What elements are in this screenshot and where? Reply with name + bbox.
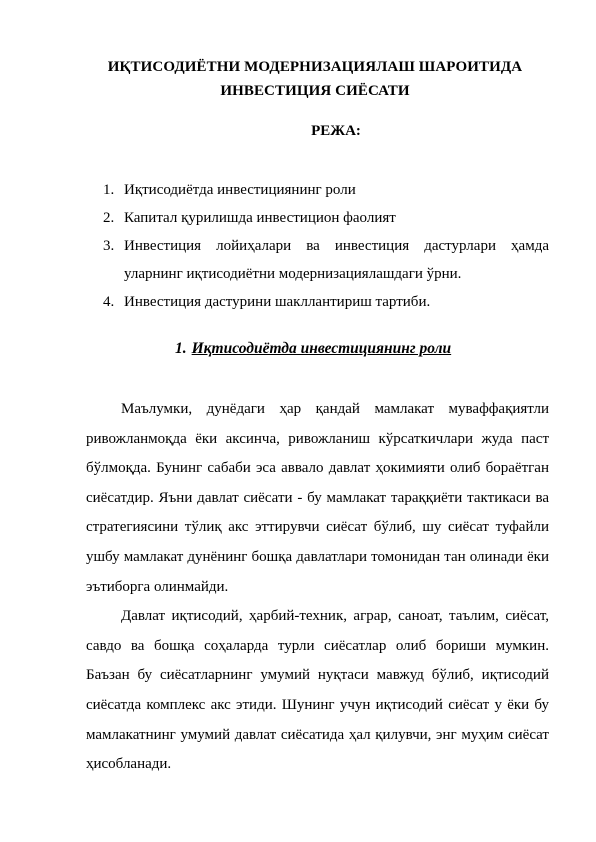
plan-item-text: Инвестиция дастурини шакллантириш тартиби. [124, 294, 431, 310]
section-heading [175, 340, 505, 358]
plan-item-text: Инвестиция лойиҳалари ва инвестиция дастурлари ҳамда уларнинг иқтисодиётни модернизациялашдаги ўрни. [124, 238, 549, 282]
plan-item-text: Иқтисодиётда инвестициянинг роли [124, 182, 356, 198]
plan-item-number: 1. [103, 182, 115, 198]
title-line-2: ИНВЕСТИЦИЯ СИЁСАТИ [220, 83, 410, 99]
plan-heading: РЕЖА: [311, 123, 361, 139]
document-title [80, 55, 550, 103]
plan-item [103, 232, 549, 288]
section-title: Иқтисодиётда инвестициянинг роли [191, 340, 452, 357]
plan-item [103, 176, 549, 204]
plan-list [103, 176, 549, 316]
paragraph: Давлат иқтисодий, ҳарбий-техник, аграр, саноат, таълим, сиёсат, савдо ва бошқа соҳаларда турли сиёсатлар олиб бориши мумкин. Баъзан бу сиёсатларнинг умумий нуқтаси мавжуд бўлиб, иқтисодий сиёсатда комплекс акс этиди. Шунинг учун иқтисодий сиёсат у ёки бу мамлакатнинг умумий давлат сиёсатида ҳал қилувчи, энг муҳим сиёсат ҳисобланади. [86, 608, 549, 773]
title-line-1: ИҚТИСОДИЁТНИ МОДЕРНИЗАЦИЯЛАШ ШАРОИТИДА [107, 59, 523, 75]
plan-item-text: Капитал қурилишда инвестицион фаолият [124, 210, 396, 226]
plan-item-number: 4. [103, 294, 115, 310]
section-number: 1. [175, 340, 187, 357]
paragraph: Маълумки, дунёдаги ҳар қандай мамлакат муваффақиятли ривожланмоқда ёки аксинча, ривожланиш кўрсаткичлари жуда паст бўлмоқда. Бунинг сабаби эса аввало давлат ҳокимияти олиб бораётган сиёсатдир. Яъни давлат сиёсати - бу мамлакат тараққиёти тактикаси ва стратегиясини тўлиқ акс эттирувчи сиёсат бўлиб, шу сиёсат туфайли ушбу мамлакат дунёнинг бошқа давлатлари томонидан тан олинади ёки эътиборга олинмайди. [86, 401, 549, 595]
plan-item-number: 3. [103, 238, 115, 254]
plan-item [103, 288, 549, 316]
body-text [86, 395, 549, 780]
plan-item-number: 2. [103, 210, 115, 226]
plan-item [103, 204, 549, 232]
